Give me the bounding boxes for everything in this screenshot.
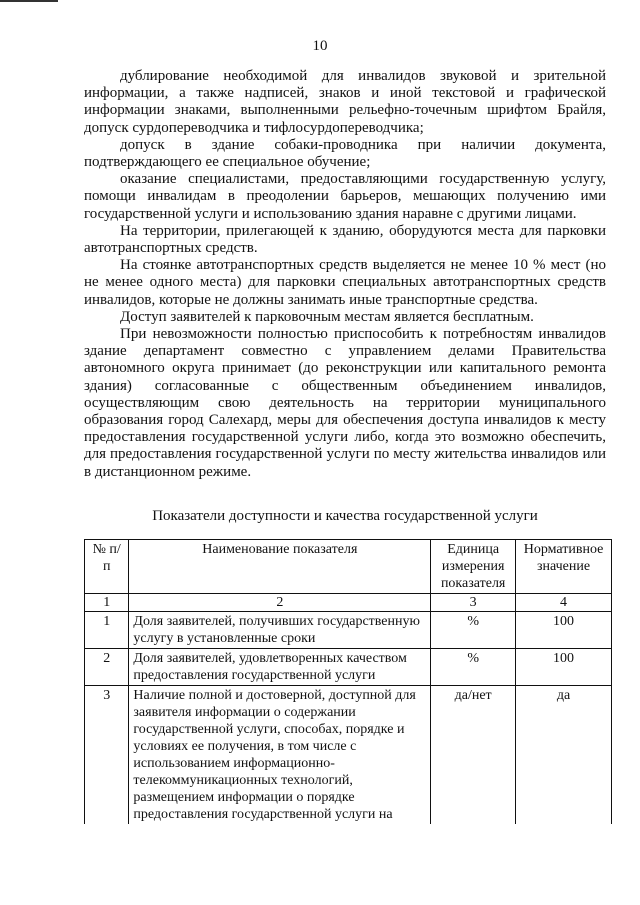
table-index-row bbox=[85, 594, 612, 612]
header-norm: Нормативное значение bbox=[516, 540, 612, 594]
table-row bbox=[85, 649, 612, 686]
index-cell: 4 bbox=[516, 594, 612, 612]
row-name: Наличие полной и достоверной, доступной для заявителя информации о содержании государственной услуги, способах, порядке и условиях ее получения, в том числе с использованием информационно-телекоммуникационных технологий, размещением информации о порядке предоставления государственной услуги на bbox=[129, 686, 431, 825]
page-number: 10 bbox=[312, 38, 328, 54]
index-cell: 2 bbox=[129, 594, 431, 612]
paragraph-guide-dog: допуск в здание собаки-проводника при наличии документа, подтверждающего ее специальное обучение; bbox=[84, 136, 606, 171]
paragraph-parking-quota: На стоянке автотранспортных средств выделяется не менее 10 % мест (но не менее одного места) для парковки специальных автотранспортных средств инвалидов, которые не должны занимать иные транспортные средства. bbox=[84, 257, 606, 308]
table-row bbox=[85, 612, 612, 649]
row-name: Доля заявителей, удовлетворенных качеством предоставления государственной услуги bbox=[129, 649, 431, 686]
row-norm: да bbox=[516, 686, 612, 825]
table-header-row bbox=[85, 540, 612, 594]
row-num: 3 bbox=[85, 686, 129, 825]
row-norm: 100 bbox=[516, 612, 612, 649]
paragraph-accessibility-measures: При невозможности полностью приспособить к потребностям инвалидов здание департамент совместно с управлением делами Правительства автономного округа принимает (до реконструкции или капитального ремонта здания) согласованные с общественным объединением инвалидов, осуществляющим свою деятельность на территории муниципального образования город Салехард, меры для обеспечения доступа инвалидов к месту предоставления государственной услуги либо, когда это возможно обеспечить, для предоставления государственной услуги по месту жительства инвалидов или в дистанционном режиме. bbox=[84, 326, 606, 480]
indicators-table bbox=[84, 539, 612, 824]
paragraph-parking-territory: На территории, прилегающей к зданию, оборудуются места для парковки автотранспортных средств. bbox=[84, 222, 606, 257]
header-unit: Единица измерения показателя bbox=[431, 540, 516, 594]
row-unit: % bbox=[431, 612, 516, 649]
header-rule bbox=[0, 0, 58, 2]
index-cell: 1 bbox=[85, 594, 129, 612]
paragraph-duplication: дублирование необходимой для инвалидов звуковой и зрительной информации, а также надписей, знаков и иной текстовой и графической информации знаками, выполненными рельефно-точечным шрифтом Брайля, допуск сурдопереводчика и тифлосурдопереводчика; bbox=[84, 68, 606, 136]
table-row bbox=[85, 686, 612, 825]
row-name: Доля заявителей, получивших государственную услугу в установленные сроки bbox=[129, 612, 431, 649]
row-num: 1 bbox=[85, 612, 129, 649]
row-num: 2 bbox=[85, 649, 129, 686]
paragraph-parking-free: Доступ заявителей к парковочным местам является бесплатным. bbox=[120, 308, 534, 325]
body-text bbox=[84, 68, 606, 481]
row-unit: % bbox=[431, 649, 516, 686]
table-title: Показатели доступности и качества государственной услуги bbox=[152, 508, 538, 524]
header-name: Наименование показателя bbox=[129, 540, 431, 594]
paragraph-assistance: оказание специалистами, предоставляющими государственную услугу, помощи инвалидам в преодолении барьеров, мешающих получению ими государственной услуги и использованию здания наравне с другими лицами. bbox=[84, 171, 606, 222]
header-num: № п/п bbox=[85, 540, 129, 594]
row-norm: 100 bbox=[516, 649, 612, 686]
row-unit: да/нет bbox=[431, 686, 516, 825]
index-cell: 3 bbox=[431, 594, 516, 612]
